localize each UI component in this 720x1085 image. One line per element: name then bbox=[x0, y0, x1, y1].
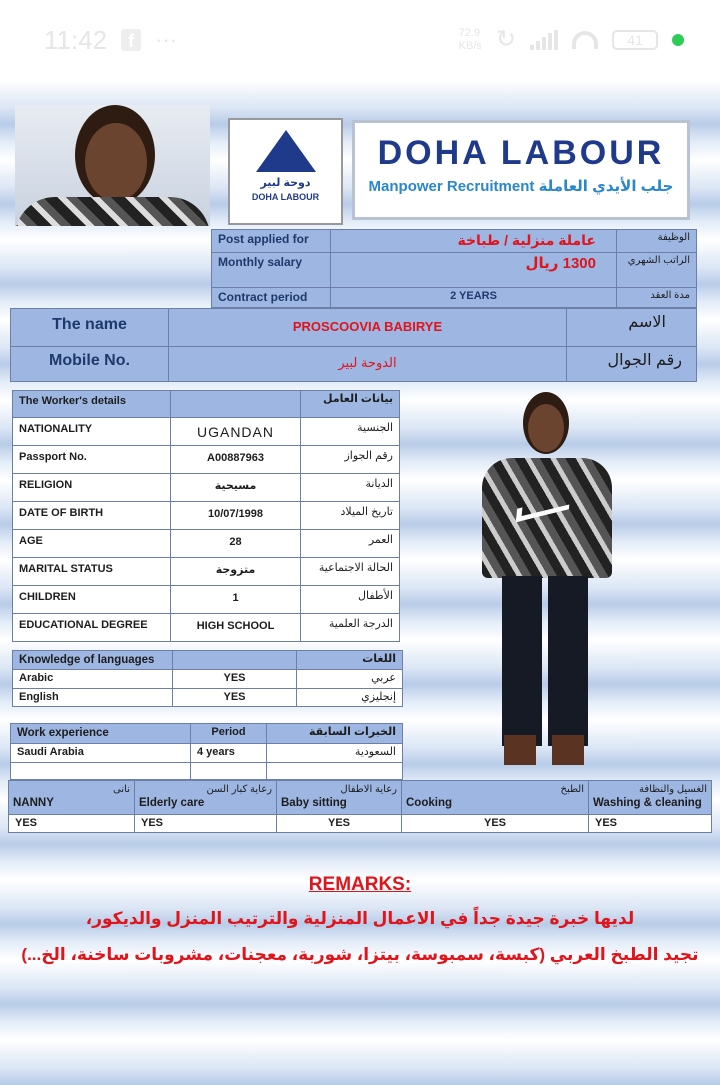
skill-name: Washing & cleaning bbox=[593, 796, 702, 809]
languages-table bbox=[12, 650, 403, 708]
skill-name: NANNY bbox=[13, 796, 54, 809]
skill-value: YES bbox=[135, 814, 277, 833]
details-label-ar: الأطفال bbox=[301, 585, 400, 613]
language-name-ar: إنجليزي bbox=[297, 688, 403, 707]
mobile-label-ar: رقم الجوال bbox=[567, 346, 697, 381]
language-value: YES bbox=[173, 688, 297, 707]
details-row bbox=[13, 557, 400, 585]
job-label: Post applied for bbox=[212, 230, 331, 253]
languages-header-en: Knowledge of languages bbox=[13, 650, 173, 669]
indicator-dot-icon bbox=[672, 34, 684, 46]
remarks-section bbox=[0, 873, 720, 967]
company-logo bbox=[228, 118, 343, 225]
skill-name: Baby sitting bbox=[281, 796, 347, 809]
identity-row bbox=[11, 308, 697, 346]
details-row bbox=[13, 613, 400, 641]
details-label: NATIONALITY bbox=[13, 417, 171, 445]
skill-value: YES bbox=[402, 814, 589, 833]
logo-text-en: DOHA LABOUR bbox=[251, 192, 320, 202]
skill-name-ar: الغسيل والنظافة bbox=[638, 783, 707, 795]
logo-sail-icon bbox=[256, 130, 316, 172]
post-value: عاملة منزلية / طباخة bbox=[331, 230, 617, 253]
experience-country: Saudi Arabia bbox=[11, 743, 191, 762]
details-label: CHILDREN bbox=[13, 585, 171, 613]
language-value: YES bbox=[173, 669, 297, 688]
sync-icon: ↻ bbox=[495, 26, 516, 53]
battery-icon: 41 bbox=[612, 30, 658, 50]
experience-row bbox=[11, 743, 403, 762]
skill-name: Elderly care bbox=[139, 796, 205, 809]
wifi-icon bbox=[572, 31, 598, 49]
job-row bbox=[212, 287, 697, 307]
details-label: AGE bbox=[13, 529, 171, 557]
details-row bbox=[13, 417, 400, 445]
details-label: Passport No. bbox=[13, 445, 171, 473]
skill-name-ar: رعاية كبار السن bbox=[206, 783, 272, 795]
remarks-line-1: لديها خبرة جيدة جداً في الاعمال المنزلية والترتيب المنزل والديكور، bbox=[85, 909, 635, 929]
more-notifications-icon: ··· bbox=[155, 27, 178, 52]
details-label-ar: رقم الجواز bbox=[301, 445, 400, 473]
experience-table bbox=[10, 723, 403, 779]
details-value: 28 bbox=[171, 529, 301, 557]
details-column bbox=[10, 390, 403, 780]
name-label-ar: الاسم bbox=[567, 308, 697, 346]
status-bar bbox=[0, 0, 720, 80]
experience-row-empty bbox=[11, 762, 403, 779]
language-name: Arabic bbox=[13, 669, 173, 688]
skill-header bbox=[589, 780, 712, 814]
clock: 11:42 bbox=[44, 25, 108, 55]
signal-icon bbox=[530, 30, 558, 50]
details-row bbox=[13, 585, 400, 613]
job-label-ar: الوظيفة bbox=[617, 230, 697, 253]
remarks-line-2: تجيد الطبخ العربي (كبسة، سمبوسة، بيتزا، شوربة، معجنات، مشروبات ساخنة، الخ...) bbox=[21, 945, 699, 965]
identity-table bbox=[10, 308, 697, 382]
details-value: 1 bbox=[171, 585, 301, 613]
skills-table bbox=[8, 780, 712, 834]
details-label-ar: الديانة bbox=[301, 473, 400, 501]
job-row bbox=[212, 252, 697, 287]
skill-value: YES bbox=[277, 814, 402, 833]
details-label-ar: العمر bbox=[301, 529, 400, 557]
contract-value: 2 YEARS bbox=[331, 287, 617, 307]
details-label: MARITAL STATUS bbox=[13, 557, 171, 585]
header-area bbox=[0, 80, 720, 229]
details-section bbox=[0, 390, 720, 780]
skill-header bbox=[277, 780, 402, 814]
skills-header bbox=[9, 780, 712, 814]
details-label: EDUCATIONAL DEGREE bbox=[13, 613, 171, 641]
status-left bbox=[44, 25, 177, 55]
details-header-en: The Worker's details bbox=[13, 390, 171, 417]
details-header-ar: بيانات العامل bbox=[301, 390, 400, 417]
details-row bbox=[13, 445, 400, 473]
details-label: RELIGION bbox=[13, 473, 171, 501]
facebook-icon: f bbox=[121, 29, 141, 51]
job-label-ar: مدة العقد bbox=[617, 287, 697, 307]
cv-document bbox=[0, 80, 720, 1085]
details-label: DATE OF BIRTH bbox=[13, 501, 171, 529]
name-label: The name bbox=[11, 308, 169, 346]
experience-country-ar: السعودية bbox=[267, 743, 403, 762]
skill-name: Cooking bbox=[406, 796, 452, 809]
identity-row bbox=[11, 346, 697, 381]
languages-header-ar: اللغات bbox=[297, 650, 403, 669]
experience-header-period: Period bbox=[191, 724, 267, 743]
skills-values bbox=[9, 814, 712, 833]
experience-header-en: Work experience bbox=[11, 724, 191, 743]
speed-value: 72.9 bbox=[458, 27, 481, 39]
speed-unit: KB/s bbox=[458, 40, 482, 52]
details-label-ar: الدرجة العلمية bbox=[301, 613, 400, 641]
salary-value: 1300 ريال bbox=[331, 252, 617, 287]
details-value: A00887963 bbox=[171, 445, 301, 473]
job-row bbox=[212, 230, 697, 253]
details-table bbox=[12, 390, 400, 642]
details-label-ar: الحالة الاجتماعية bbox=[301, 557, 400, 585]
status-right bbox=[459, 27, 684, 53]
brand-subtitle-en: Manpower Recruitment bbox=[368, 178, 535, 195]
details-value: 10/07/1998 bbox=[171, 501, 301, 529]
details-row bbox=[13, 529, 400, 557]
details-header bbox=[13, 390, 400, 417]
job-label: Contract period bbox=[212, 287, 331, 307]
brand-subtitle-ar: جلب الأيدي العاملة bbox=[538, 178, 674, 195]
language-row bbox=[13, 669, 403, 688]
full-body-photo bbox=[478, 390, 615, 767]
language-name-ar: عربي bbox=[297, 669, 403, 688]
language-row bbox=[13, 688, 403, 707]
details-value: متزوجة bbox=[171, 557, 301, 585]
details-value: مسيحية bbox=[171, 473, 301, 501]
details-value: HIGH SCHOOL bbox=[171, 613, 301, 641]
logo-text-ar: دوحة لبير bbox=[260, 177, 311, 189]
details-label-ar: الجنسية bbox=[301, 417, 400, 445]
details-label-ar: تاريخ الميلاد bbox=[301, 501, 400, 529]
skill-value: YES bbox=[9, 814, 135, 833]
details-value: UGANDAN bbox=[171, 417, 301, 445]
language-name: English bbox=[13, 688, 173, 707]
skill-header bbox=[135, 780, 277, 814]
experience-header-ar: الخبرات السابقة bbox=[267, 724, 403, 743]
job-label-ar: الراتب الشهري bbox=[617, 252, 697, 287]
mobile-label: Mobile No. bbox=[11, 346, 169, 381]
job-label: Monthly salary bbox=[212, 252, 331, 287]
brand-title: DOHA LABOUR bbox=[377, 134, 665, 172]
remarks-title: REMARKS: bbox=[308, 874, 412, 896]
skill-name-ar: نانى bbox=[113, 783, 130, 795]
skill-value: YES bbox=[589, 814, 712, 833]
brand-banner bbox=[352, 120, 690, 220]
network-speed bbox=[459, 27, 482, 53]
details-row bbox=[13, 473, 400, 501]
job-table bbox=[211, 229, 697, 308]
skill-name-ar: رعاية الاطفال bbox=[340, 783, 397, 795]
mobile-value: الدوحة لبير bbox=[169, 346, 567, 381]
name-value: PROSCOOVIA BABIRYE bbox=[169, 308, 567, 346]
details-row bbox=[13, 501, 400, 529]
skill-header bbox=[402, 780, 589, 814]
skill-header bbox=[9, 780, 135, 814]
headshot-photo bbox=[15, 105, 210, 226]
experience-period: 4 years bbox=[191, 743, 267, 762]
skill-name-ar: الطبخ bbox=[560, 783, 584, 795]
